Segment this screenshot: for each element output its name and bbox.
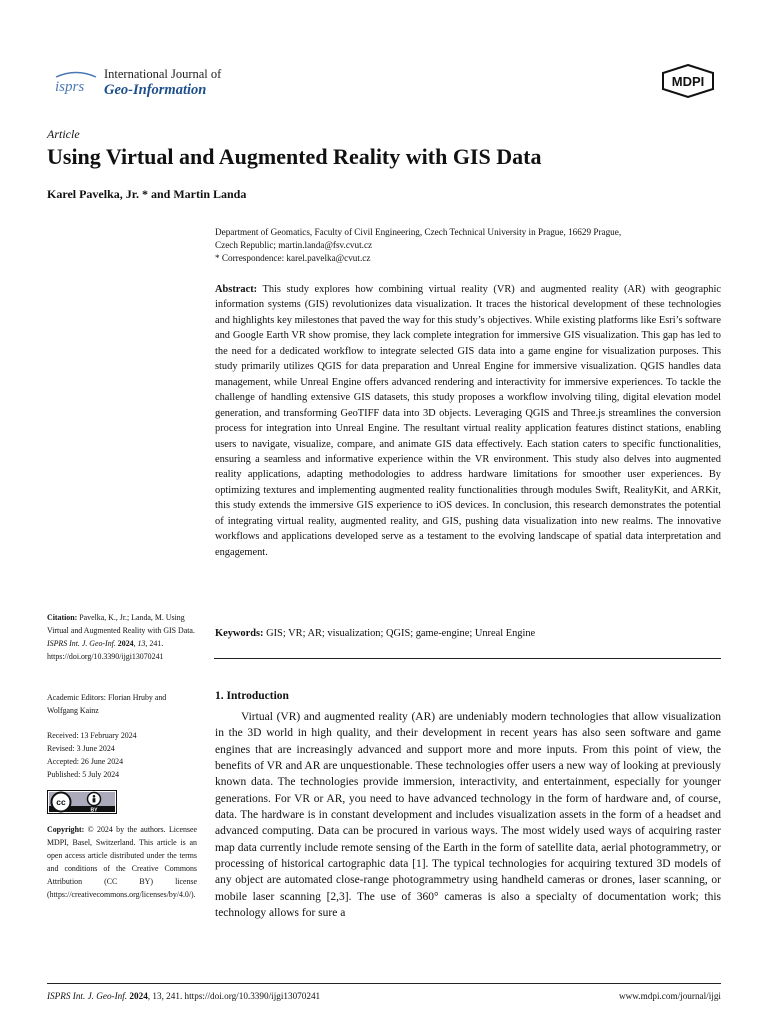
article-type: Article bbox=[47, 127, 80, 141]
cc-by-label: BY bbox=[90, 807, 98, 814]
copyright-text: © 2024 by the authors. Licensee MDPI, Basel, Switzerland. This article is an open access article distributed under the terms and conditions of the Creative Commons Attribution (CC BY) license (https://creativecommons.org/licenses/by/4.0/). bbox=[47, 825, 197, 900]
abstract-label: Abstract: bbox=[215, 284, 258, 295]
keywords-text: GIS; VR; AR; visualization; QGIS; game-engine; Unreal Engine bbox=[266, 628, 536, 639]
cc-icon-text: cc bbox=[56, 797, 66, 807]
keywords bbox=[215, 628, 721, 639]
journal-name bbox=[104, 66, 221, 98]
journal-name-line1: International Journal of bbox=[104, 67, 222, 81]
citation-journal: ISPRS Int. J. Geo-Inf. bbox=[47, 639, 116, 649]
section-divider bbox=[214, 658, 721, 659]
affiliation bbox=[215, 226, 715, 265]
editors-text: Florian Hruby and Wolfgang Kainz bbox=[47, 693, 167, 716]
correspondence-line: * Correspondence: karel.pavelka@cvut.cz bbox=[215, 253, 371, 263]
keywords-label: Keywords: bbox=[215, 628, 264, 639]
citation-label: Citation: bbox=[47, 613, 78, 622]
footer-volume-doi: , 13, 241. https://doi.org/10.3390/ijgi13070241 bbox=[147, 991, 321, 1001]
editors-label: Academic Editors: bbox=[47, 693, 106, 702]
copyright-notice bbox=[47, 823, 197, 902]
citation-block: Citation: Pavelka, K., Jr.; Landa, M. Using Virtual and Augmented Reality with GIS Data. ISPRS Int. J. Geo-Inf. 2024, 13, 241. https://doi.org/10.3390/ijgi13070241 bbox=[47, 613, 195, 662]
revised-date: Revised: 3 June 2024 bbox=[47, 744, 115, 754]
introduction-body bbox=[215, 709, 721, 921]
footer-year: 2024 bbox=[129, 991, 148, 1001]
academic-editors bbox=[47, 691, 197, 717]
footer-citation bbox=[47, 991, 320, 1001]
copyright-label: Copyright: bbox=[47, 825, 85, 834]
citation-doi-link[interactable]: https://doi.org/10.3390/ijgi13070241 bbox=[47, 652, 164, 662]
cc-by-license-badge[interactable] bbox=[47, 790, 117, 814]
journal-name-line2: Geo-Information bbox=[104, 82, 207, 98]
abstract bbox=[215, 282, 721, 560]
mdpi-logo-text: MDPI bbox=[671, 74, 705, 89]
citation-page: , 241. bbox=[145, 639, 164, 649]
abstract-text: This study explores how combining virtual reality (VR) and augmented reality (AR) with geographic information systems (GIS) revolutionizes data visualization. It traces the historical development of these technologies and highlights key milestones that paved the way for this study’s objectives. While existing platforms like Esri’s software and Google Earth VR show promise, they lack complete integration for immersive GIS visualization. This gap has led to the need for a dedicated workflow to integrate selected GIS data into a game engine for visualization purposes. This study primarily utilizes QGIS for data preparation and Unreal Engine for immersive visualization. QGIS handles data management, while Unreal Engine offers advanced rendering and interactivity for immersive experiences. To tackle the challenge of handling extensive GIS datasets, this study proposes a workflow involving tiling, digital elevation model generation, and transforming GeoTIFF data into 3D objects. Leveraging QGIS and Three.js streamlines the conversion process for integration into Unreal Engine. The resultant virtual reality application features distinct stations, enabling users to navigate, visualize, compare, and animate GIS data effectively. Each station caters to specific functionalities, ensuring a seamless and informative experience within the VR environment. This study also delves into augmented reality applications, adapting methodologies to address hardware limitations for smoother user experiences. By optimizing textures and implementing augmented reality functionalities through modules Swift, RealityKit, and ARKit, this study extends the immersive GIS experience to iOS devices. In conclusion, this research demonstrates the potential of integrating virtual reality, augmented reality, and GIS, pushing data visualization into new realms. The innovative workflows and applications developed serve as a testament to the evolving landscape of spatial data interpretation and engagement. bbox=[215, 284, 721, 558]
published-date: Published: 5 July 2024 bbox=[47, 770, 120, 780]
article-title: Using Virtual and Augmented Reality with GIS Data bbox=[47, 144, 542, 169]
publication-dates bbox=[47, 729, 197, 781]
mdpi-logo bbox=[660, 64, 716, 98]
footer-divider bbox=[47, 983, 721, 984]
section-heading: 1. Introduction bbox=[215, 690, 289, 702]
footer-journal-url[interactable]: www.mdpi.com/journal/ijgi bbox=[619, 991, 721, 1001]
intro-paragraph: Virtual (VR) and augmented reality (AR) are undeniably modern technologies that allow visualization in the 3D world in high quality, and their development in recent years has also seen software and game engines that are increasingly advanced and support more and more inputs. From this point of view, the benefits of VR and AR are unquestionable. These technologies offer users a new way of looking at previously known data. The technologies provide immersion, interactivity, and entertainment, especially for younger generations. For VR or AR, you need to have advanced technology in the form of hardware and, of course, data. The hardware is in constant development and includes visualization assets in the form of a headset and advanced computing. Data can be procured in various ways. The most widely used ways of acquiring raster map data currently include remote sensing of the Earth in the form of satellite data, aerial photogrammetry, or processing of historical cartographic data [1]. The typical technologies for acquiring textured 3D models of any object are automated close-range photogrammetry using handheld cameras or drones, laser scanning, or mobile laser scanning [2,3]. The use of 360° cameras is also a specialty of documentation work; this technology allows for sure a bbox=[215, 711, 721, 920]
citation-text: Pavelka, K., Jr.; Landa, M. Using Virtual and Augmented Reality with GIS Data. bbox=[47, 613, 195, 636]
affiliation-line: Czech Republic; martin.landa@fsv.cvut.cz bbox=[215, 240, 373, 250]
footer-journal: ISPRS Int. J. Geo-Inf. bbox=[47, 991, 128, 1001]
affiliation-line: Department of Geomatics, Faculty of Civil Engineering, Czech Technical University in Prague, 16629 Prague, bbox=[215, 227, 622, 237]
citation-volume: 13 bbox=[137, 639, 146, 649]
citation-year: 2024 bbox=[117, 639, 134, 649]
author-list: Karel Pavelka, Jr. * and Martin Landa bbox=[47, 187, 247, 201]
isprs-logo bbox=[52, 70, 100, 96]
accepted-date: Accepted: 26 June 2024 bbox=[47, 757, 124, 767]
isprs-logo-text: isprs bbox=[55, 79, 85, 95]
received-date: Received: 13 February 2024 bbox=[47, 731, 137, 740]
